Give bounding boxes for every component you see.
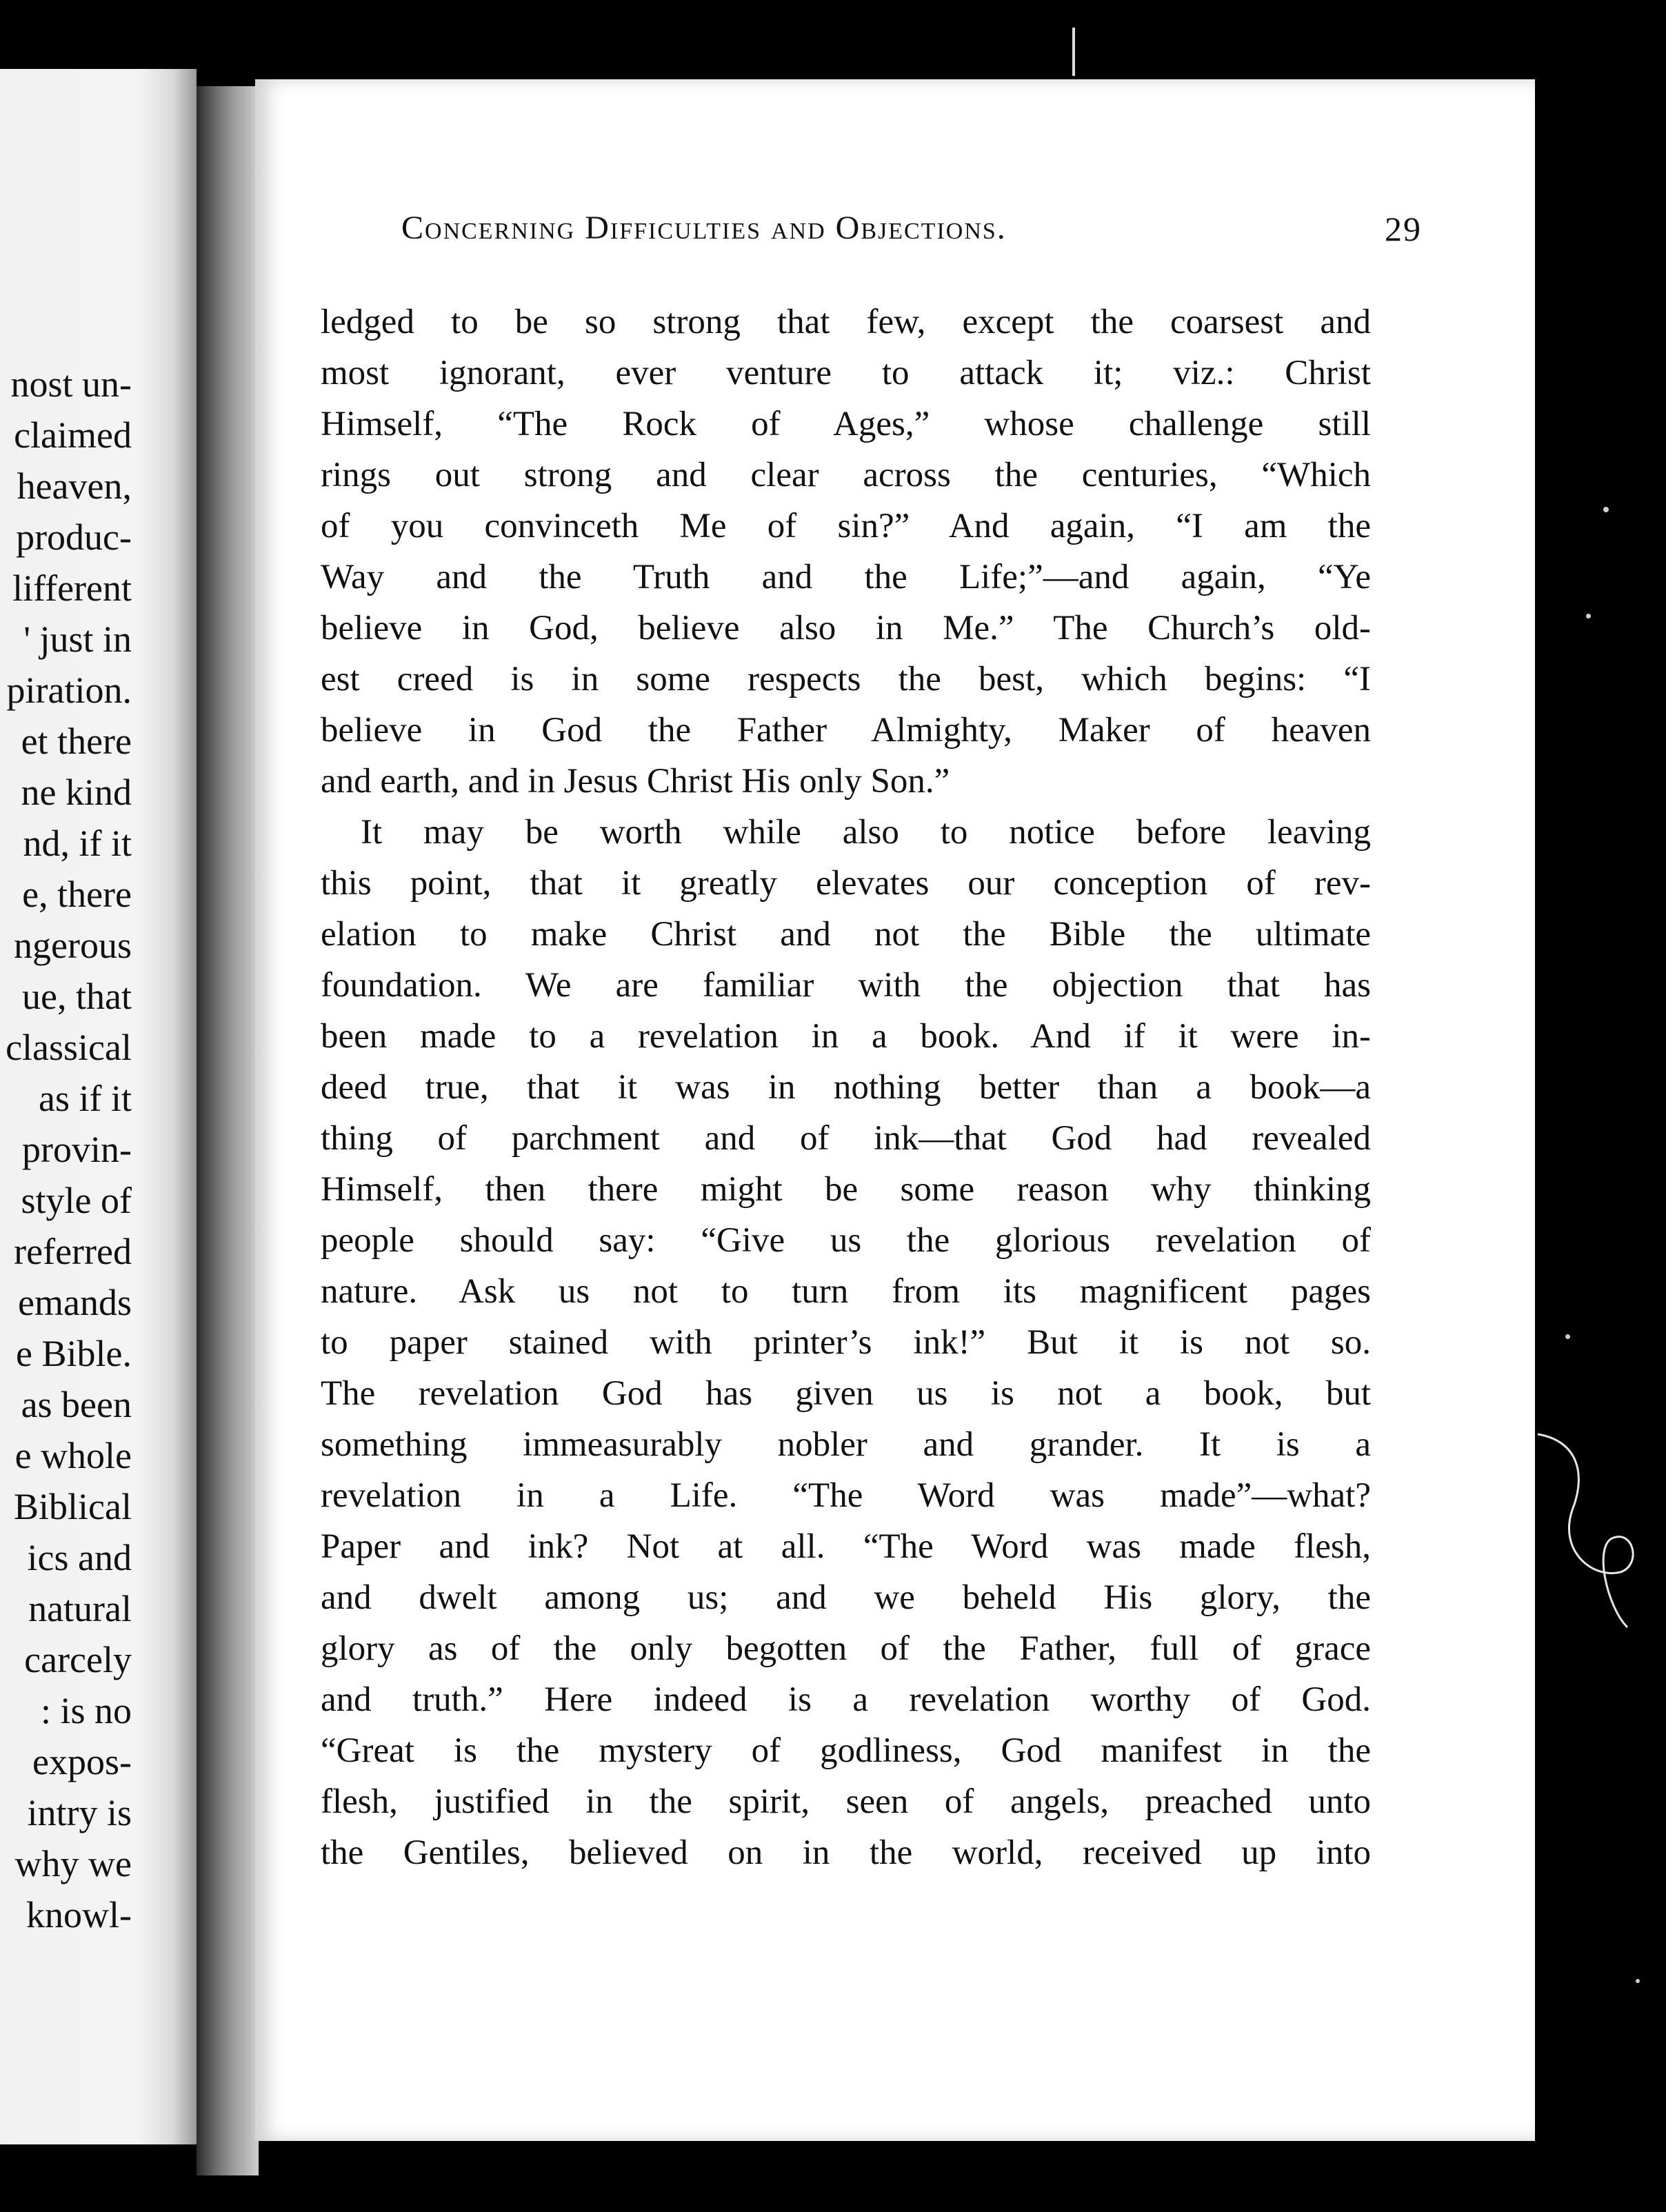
text-line: Paper and ink? Not at all. “The Word was made flesh, bbox=[321, 1527, 1371, 1566]
book-page-29 bbox=[255, 79, 1535, 2141]
facing-page-line-fragment: e Bible. bbox=[16, 1333, 132, 1374]
facing-page-line-fragment: produc- bbox=[16, 516, 132, 558]
facing-page-line-fragment: et there bbox=[21, 721, 132, 762]
facing-page-line-fragment: ue, that bbox=[22, 976, 132, 1017]
facing-page-line-fragment: ' just in bbox=[23, 619, 132, 660]
text-line: believe in God the Father Almighty, Maker of heaven bbox=[321, 711, 1371, 750]
text-line: est creed is in some respects the best, which begins: “I bbox=[321, 660, 1371, 698]
facing-page-line-fragment: why we bbox=[14, 1843, 132, 1884]
facing-page-line-fragment: lifferent bbox=[12, 567, 132, 609]
paragraph-2 bbox=[321, 807, 1371, 1878]
scan-artifact-mark bbox=[1072, 28, 1075, 76]
text-line: Himself, “The Rock of Ages,” whose challenge still bbox=[321, 405, 1371, 443]
text-line: most ignorant, ever venture to attack it; viz.: Christ bbox=[321, 354, 1371, 392]
loose-thread-artifact bbox=[1538, 1414, 1641, 1634]
facing-page-line-fragment: expos- bbox=[32, 1741, 132, 1782]
text-line: and truth.” Here indeed is a revelation worthy of God. bbox=[321, 1680, 1371, 1719]
dust-speck bbox=[1586, 614, 1591, 619]
text-line: flesh, justified in the spirit, seen of angels, preached unto bbox=[321, 1782, 1371, 1821]
facing-page-line-fragment: style of bbox=[21, 1180, 132, 1221]
facing-page-line-fragment: nost un- bbox=[10, 363, 132, 405]
text-line: people should say: “Give us the glorious revelation of bbox=[321, 1221, 1371, 1260]
facing-page-line-fragment: Biblical bbox=[14, 1486, 132, 1527]
text-line: foundation. We are familiar with the objection that has bbox=[321, 966, 1371, 1005]
facing-page-line-fragment: e, there bbox=[22, 874, 132, 915]
text-line: and earth, and in Jesus Christ His only Son.” bbox=[321, 762, 950, 801]
text-line: Way and the Truth and the Life;”—and again, “Ye bbox=[321, 558, 1371, 596]
page-number: 29 bbox=[1385, 210, 1422, 248]
facing-page-line-fragment: ngerous bbox=[14, 925, 132, 966]
facing-page-line-fragment: referred bbox=[14, 1231, 132, 1272]
facing-page-line-fragment: : is no bbox=[40, 1690, 132, 1731]
facing-page-line-fragment: e whole bbox=[14, 1435, 132, 1476]
facing-page-line-fragment: intry is bbox=[27, 1792, 132, 1833]
facing-page-line-fragment: classical bbox=[6, 1027, 132, 1068]
running-head-title: Concerning Difficulties and Objections. bbox=[401, 210, 1007, 246]
facing-page-line-fragment: nd, if it bbox=[23, 823, 132, 864]
dust-speck bbox=[1565, 1334, 1570, 1339]
text-line: of you convinceth Me of sin?” And again, “I am the bbox=[321, 507, 1371, 545]
facing-page-line-fragment: as if it bbox=[39, 1078, 132, 1119]
text-line: glory as of the only begotten of the Father, full of grace bbox=[321, 1629, 1371, 1668]
text-line: elation to make Christ and not the Bible the ultimate bbox=[321, 915, 1371, 954]
text-line: “Great is the mystery of godliness, God manifest in the bbox=[321, 1731, 1371, 1770]
text-line: this point, that it greatly elevates our conception of rev- bbox=[321, 864, 1371, 903]
text-line: the Gentiles, believed on in the world, received up into bbox=[321, 1833, 1371, 1872]
facing-page-line-fragment: ne kind bbox=[21, 772, 132, 813]
paragraph-1 bbox=[321, 296, 1371, 807]
facing-page-line-fragment: as been bbox=[21, 1384, 132, 1425]
text-line: deed true, that it was in nothing better than a book—a bbox=[321, 1068, 1371, 1107]
text-line: thing of parchment and of ink—that God had revealed bbox=[321, 1119, 1371, 1158]
book-gutter-shadow bbox=[197, 86, 259, 2175]
facing-page-line-fragment: heaven, bbox=[17, 465, 132, 507]
facing-page-line-fragment: claimed bbox=[14, 414, 132, 456]
facing-page-line-fragment: provin- bbox=[22, 1129, 132, 1170]
dust-speck bbox=[1636, 1979, 1640, 1983]
text-line: ledged to be so strong that few, except the coarsest and bbox=[321, 303, 1371, 341]
text-line: The revelation God has given us is not a book, but bbox=[321, 1374, 1371, 1413]
text-line: nature. Ask us not to turn from its magnificent pages bbox=[321, 1272, 1371, 1311]
text-line: rings out strong and clear across the centuries, “Which bbox=[321, 456, 1371, 494]
facing-page-line-fragment: ics and bbox=[27, 1537, 132, 1578]
facing-page-line-fragment: natural bbox=[28, 1588, 132, 1629]
text-line: to paper stained with printer’s ink!” But it is not so. bbox=[321, 1323, 1371, 1362]
facing-page-line-fragment: carcely bbox=[24, 1639, 132, 1680]
running-head bbox=[401, 209, 1422, 247]
facing-page-line-fragment: piration. bbox=[6, 670, 132, 711]
facing-page-left bbox=[0, 69, 197, 2144]
text-line: It may be worth while also to notice before leaving bbox=[361, 813, 1371, 852]
text-line: revelation in a Life. “The Word was made”—what? bbox=[321, 1476, 1371, 1515]
facing-page-line-fragment: emands bbox=[18, 1282, 132, 1323]
dust-speck bbox=[1603, 507, 1609, 512]
page-body-text bbox=[321, 296, 1371, 1878]
text-line: Himself, then there might be some reason why thinking bbox=[321, 1170, 1371, 1209]
text-line: believe in God, believe also in Me.” The Church’s old- bbox=[321, 609, 1371, 647]
text-line: and dwelt among us; and we beheld His glory, the bbox=[321, 1578, 1371, 1617]
text-line: been made to a revelation in a book. And if it were in- bbox=[321, 1017, 1371, 1056]
facing-page-line-fragment: knowl- bbox=[26, 1894, 132, 1936]
facing-page-text-fragments bbox=[6, 359, 132, 1940]
text-line: something immeasurably nobler and grander. It is a bbox=[321, 1425, 1371, 1464]
